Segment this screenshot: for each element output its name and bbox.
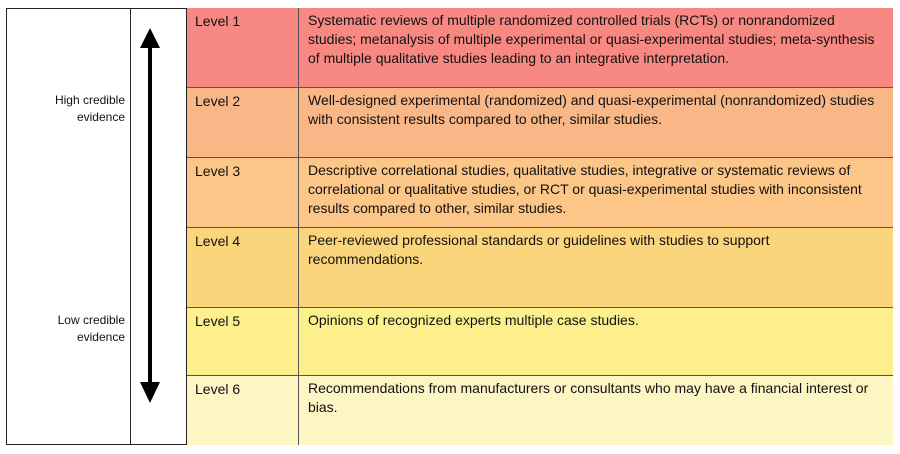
level-row-3 <box>187 158 893 228</box>
level-label: Level 4 <box>187 228 299 307</box>
level-description: Opinions of recognized experts multiple case studies. <box>308 312 639 328</box>
level-label: Level 1 <box>187 8 299 87</box>
level-row-4 <box>187 228 893 308</box>
level-description: Peer-reviewed professional standards or guidelines with studies to support recommendations. <box>308 232 770 267</box>
level-description: Well-designed experimental (randomized) and quasi-experimental (nonrandomized) studies with consistent results compared to other, similar studies. <box>308 92 875 127</box>
high-credible-evidence-label: High credible evidence <box>54 93 125 124</box>
level-label: Level 2 <box>187 88 299 157</box>
arrow-column <box>131 8 186 445</box>
level-row-6 <box>187 376 893 445</box>
level-label: Level 6 <box>187 376 299 445</box>
double-headed-arrow-icon <box>131 8 186 445</box>
level-description: Recommendations from manufacturers or consultants who may have a financial interest or bias. <box>308 380 869 415</box>
level-row-5 <box>187 308 893 376</box>
level-description: Systematic reviews of multiple randomized controlled trials (RCTs) or nonrandomized studies; metanalysis of multiple experimental or quasi-experimental studies; meta-synthesis of multiple qualitative studies leading to an integrative interpretation. <box>308 12 875 66</box>
low-credible-evidence-label: Low credible evidence <box>57 313 125 344</box>
credibility-label-column <box>6 8 131 445</box>
level-row-1 <box>187 8 893 88</box>
level-row-2 <box>187 88 893 158</box>
level-label: Level 3 <box>187 158 299 227</box>
evidence-levels-table <box>186 8 893 445</box>
level-label: Level 5 <box>187 308 299 375</box>
level-description: Descriptive correlational studies, qualitative studies, integrative or systematic reviews of correlational or qualitative studies, or RCT or quasi-experimental studies with inconsistent results compared to other, similar studies. <box>308 162 862 216</box>
